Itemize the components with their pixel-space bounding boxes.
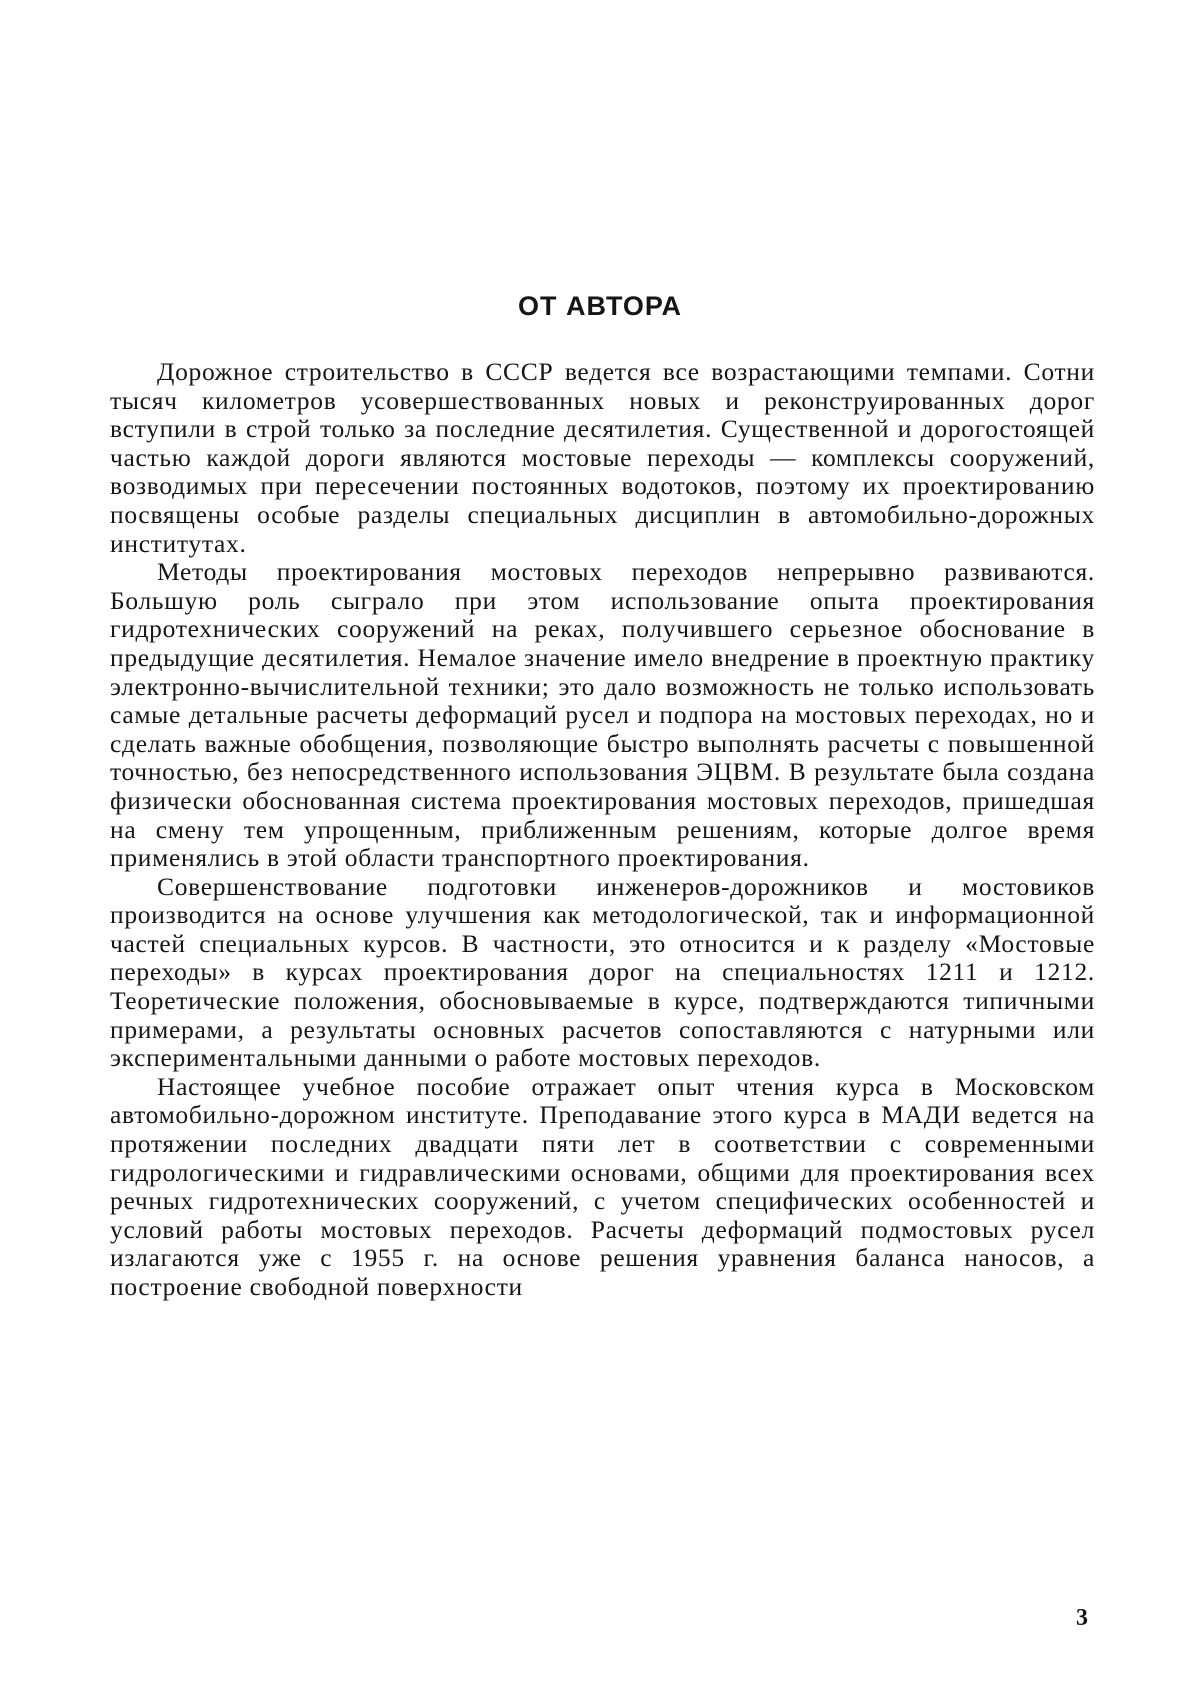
paragraph-3: Совершенствование подготовки инженеров-дорожников и мостовиков производится на основе улучшения как методологической, так и информационной частей специальных курсов. В частности, это относится и к разделу «Мостовые переходы» в курсах проектирования дорог на специальностях 1211 и 1212. Теоретические положения, обосновываемые в курсе, подтверждаются типичными примерами, а результаты основных расчетов сопоставляются с натурными или экспериментальными данными о работе мостовых переходов.: [110, 871, 1095, 1073]
paragraph-2: Методы проектирования мостовых переходов непрерывно развиваются. Большую роль сыграло при этом использование опыта проектирования гидротехнических сооружений на реках, получившего серьезное обоснование в предыдущие десятилетия. Немалое значение имело внедрение в проектную практику электронно-вычислительной техники; это дало возможность не только использовать самые детальные расчеты деформаций русел и подпора на мостовых переходах, но и сделать важные обобщения, позволяющие быстро выполнять расчеты с повышенной точностью, без непосредственного использования ЭЦВМ. В результате была создана физически обоснованная система проектирования мостовых переходов, пришедшая на смену тем упрощенным, приближенным решениям, которые долгое время применялись в этой области транспортного проектирования.: [110, 557, 1095, 873]
document-body: [110, 358, 1095, 1302]
paragraph-1: Дорожное строительство в СССР ведется все возрастающими темпами. Сотни тысяч километров усовершествованных новых и реконструированных дорог вступили в строй только за последние десятилетия. Существенной и дорогостоящей частью каждой дороги являются мостовые переходы — комплексы сооружений, возводимых при пересечении постоянных водотоков, поэтому их проектированию посвящены особые разделы специальных дисциплин в автомобильно-дорожных институтах.: [110, 357, 1095, 558]
paragraph-4: Настоящее учебное пособие отражает опыт чтения курса в Московском автомобильно-дорожном институте. Преподавание этого курса в МАДИ ведется на протяжении последних двадцати пяти лет в соответствии с современными гидрологическими и гидравлическими основами, общими для проектирования всех речных гидротехнических сооружений, с учетом специфических особенностей и условий работы мостовых переходов. Расчеты деформаций подмостовых русел излагаются уже с 1955 г. на основе решения уравнения баланса наносов, а построение свободной поверхности: [110, 1071, 1095, 1301]
page-number: 3: [1076, 1605, 1088, 1631]
page-title: ОТ АВТОРА: [518, 291, 682, 321]
